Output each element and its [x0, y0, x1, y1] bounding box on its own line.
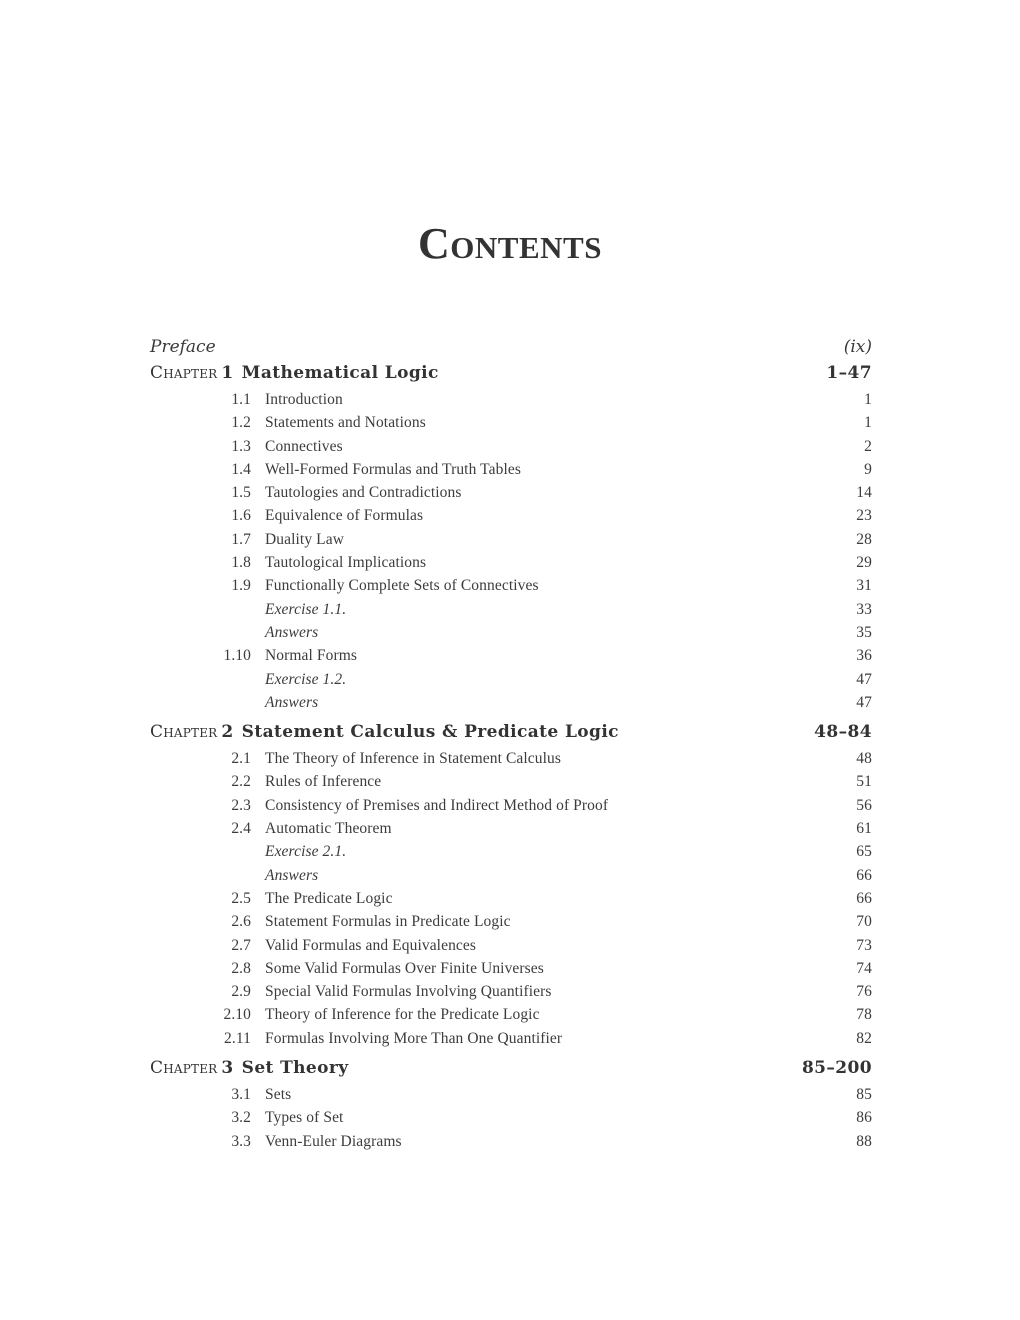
toc-section-entry[interactable] [150, 1133, 872, 1156]
toc-exercise-entry[interactable] [150, 624, 872, 647]
section-page: 61 [856, 820, 872, 838]
section-page: 51 [856, 773, 872, 791]
toc-chapter-entry[interactable] [150, 363, 872, 391]
section-number: 1.9 [231, 577, 251, 595]
section-title: Answers [265, 866, 319, 884]
chapter-title: Statement Calculus & Predicate Logic [241, 722, 619, 743]
section-number: 2.10 [223, 1006, 251, 1024]
section-title: Exercise 1.2. [265, 670, 347, 688]
section-title: Functionally Complete Sets of Connectives [265, 577, 539, 595]
section-page: 56 [856, 796, 872, 814]
section-number: 2.11 [224, 1029, 251, 1047]
section-number: 2.5 [231, 889, 251, 907]
toc-section-entry[interactable] [150, 507, 872, 530]
section-number: 2.2 [231, 773, 251, 791]
section-title: Well-Formed Formulas and Truth Tables [265, 460, 521, 478]
section-number: 1.10 [223, 647, 251, 665]
chapter-page-range: 85–200 [801, 1058, 872, 1079]
chapter-number: 2 [221, 722, 234, 743]
toc-section-entry[interactable] [150, 531, 872, 554]
section-title: Some Valid Formulas Over Finite Universes [265, 959, 544, 977]
chapter-word: Chapter [150, 363, 218, 383]
toc-exercise-entry[interactable] [150, 694, 872, 717]
section-page: 14 [856, 484, 872, 502]
section-title: The Theory of Inference in Statement Calculus [265, 750, 562, 768]
toc-chapter-entry[interactable] [150, 722, 872, 750]
section-page: 35 [856, 623, 872, 641]
chapter-number: 1 [221, 363, 234, 383]
chapter-title: Set Theory [241, 1058, 349, 1079]
toc-exercise-entry[interactable] [150, 671, 872, 694]
section-page: 47 [856, 670, 872, 688]
section-number: 1.6 [231, 507, 251, 525]
toc-section-entry[interactable] [150, 1006, 872, 1029]
chapter-list [150, 363, 872, 1156]
section-number: 2.8 [231, 959, 251, 977]
section-page: 85 [856, 1086, 872, 1104]
section-title: Tautological Implications [265, 554, 427, 572]
section-number: 2.9 [231, 983, 251, 1001]
section-title: Exercise 1.1. [265, 600, 347, 618]
section-title: Statements and Notations [265, 414, 426, 432]
section-page: 66 [856, 866, 872, 884]
toc-exercise-entry[interactable] [150, 867, 872, 890]
toc-exercise-entry[interactable] [150, 601, 872, 624]
toc-section-entry[interactable] [150, 820, 872, 843]
section-number: 1.3 [231, 437, 251, 455]
section-title: Introduction [265, 391, 343, 408]
chapter-word: Chapter [150, 1058, 218, 1079]
section-page: 2 [864, 437, 872, 455]
section-page: 29 [856, 554, 872, 572]
section-number: 3.2 [231, 1109, 251, 1127]
section-title: Special Valid Formulas Involving Quantifiers [265, 983, 552, 1001]
toc-section-entry[interactable] [150, 750, 872, 773]
page-title: Contents [418, 219, 602, 268]
toc-section-entry[interactable] [150, 890, 872, 913]
section-number: 1.1 [231, 391, 251, 408]
toc-section-entry[interactable] [150, 913, 872, 936]
toc-section-entry[interactable] [150, 960, 872, 983]
toc-section-entry[interactable] [150, 983, 872, 1006]
toc-section-entry[interactable] [150, 1109, 872, 1132]
section-title: Normal Forms [265, 647, 358, 665]
section-number: 1.5 [231, 484, 251, 502]
toc-section-entry[interactable] [150, 438, 872, 461]
section-page: 88 [856, 1132, 872, 1150]
toc-section-entry[interactable] [150, 1086, 872, 1109]
section-page: 65 [856, 843, 872, 861]
section-page: 86 [856, 1109, 872, 1127]
toc-exercise-entry[interactable] [150, 843, 872, 866]
section-title: Answers [265, 693, 319, 711]
table-of-contents [150, 337, 872, 1156]
preface-page: (ix) [843, 337, 872, 357]
section-number: 2.3 [231, 796, 251, 814]
section-number: 3.1 [231, 1086, 251, 1104]
toc-section-entry[interactable] [150, 797, 872, 820]
section-page: 31 [856, 577, 872, 595]
section-title: Sets [265, 1086, 292, 1104]
toc-section-entry[interactable] [150, 1030, 872, 1053]
section-number: 2.6 [231, 913, 251, 931]
section-title: Valid Formulas and Equivalences [265, 936, 477, 954]
preface-label: Preface [150, 337, 216, 357]
section-number: 1.8 [231, 554, 251, 572]
section-title: The Predicate Logic [265, 889, 393, 907]
section-page: 1 [864, 414, 872, 432]
section-title: Automatic Theorem [265, 820, 392, 838]
section-title: Types of Set [265, 1109, 344, 1127]
section-title: Venn-Euler Diagrams [265, 1132, 402, 1150]
toc-section-entry[interactable] [150, 414, 872, 437]
section-page: 28 [856, 530, 872, 548]
section-page: 9 [864, 460, 872, 478]
section-number: 3.3 [231, 1132, 251, 1150]
toc-section-entry[interactable] [150, 391, 872, 414]
toc-section-entry[interactable] [150, 647, 872, 670]
chapter-page-range: 48–84 [814, 722, 872, 743]
chapter-title: Mathematical Logic [241, 363, 439, 383]
section-page: 1 [864, 391, 872, 408]
section-page: 70 [856, 913, 872, 931]
section-page: 78 [856, 1006, 872, 1024]
toc-section-entry[interactable] [150, 937, 872, 960]
section-number: 1.2 [231, 414, 251, 432]
section-page: 33 [856, 600, 872, 618]
toc-section-entry[interactable] [150, 577, 872, 600]
chapter-word: Chapter [150, 722, 218, 743]
section-number: 1.7 [231, 530, 251, 548]
section-page: 66 [856, 889, 872, 907]
section-title: Tautologies and Contradictions [265, 484, 462, 502]
toc-section-entry[interactable] [150, 484, 872, 507]
section-number: 2.7 [231, 936, 251, 954]
section-title: Statement Formulas in Predicate Logic [265, 913, 511, 931]
section-number: 2.4 [231, 820, 251, 838]
toc-chapter-entry[interactable] [150, 1058, 872, 1086]
section-title: Duality Law [265, 530, 345, 548]
section-page: 74 [856, 959, 872, 977]
section-title: Rules of Inference [265, 773, 382, 791]
section-title: Equivalence of Formulas [265, 507, 424, 525]
section-title: Exercise 2.1. [265, 843, 347, 861]
section-page: 23 [856, 507, 872, 525]
toc-section-entry[interactable] [150, 773, 872, 796]
section-page: 76 [856, 983, 872, 1001]
section-page: 36 [856, 647, 872, 665]
chapter-page-range: 1–47 [826, 363, 872, 383]
chapter-number: 3 [221, 1058, 234, 1079]
section-page: 73 [856, 936, 872, 954]
toc-preface-entry[interactable] [150, 337, 872, 363]
toc-section-entry[interactable] [150, 554, 872, 577]
section-title: Formulas Involving More Than One Quantifier [265, 1029, 563, 1047]
section-title: Answers [265, 623, 319, 641]
section-page: 82 [856, 1029, 872, 1047]
section-title: Consistency of Premises and Indirect Method of Proof [265, 796, 609, 814]
toc-section-entry[interactable] [150, 461, 872, 484]
section-page: 48 [856, 750, 872, 768]
section-number: 2.1 [231, 750, 251, 768]
section-title: Theory of Inference for the Predicate Logic [265, 1006, 540, 1024]
section-page: 47 [856, 693, 872, 711]
section-title: Connectives [265, 437, 343, 455]
section-number: 1.4 [231, 460, 251, 478]
